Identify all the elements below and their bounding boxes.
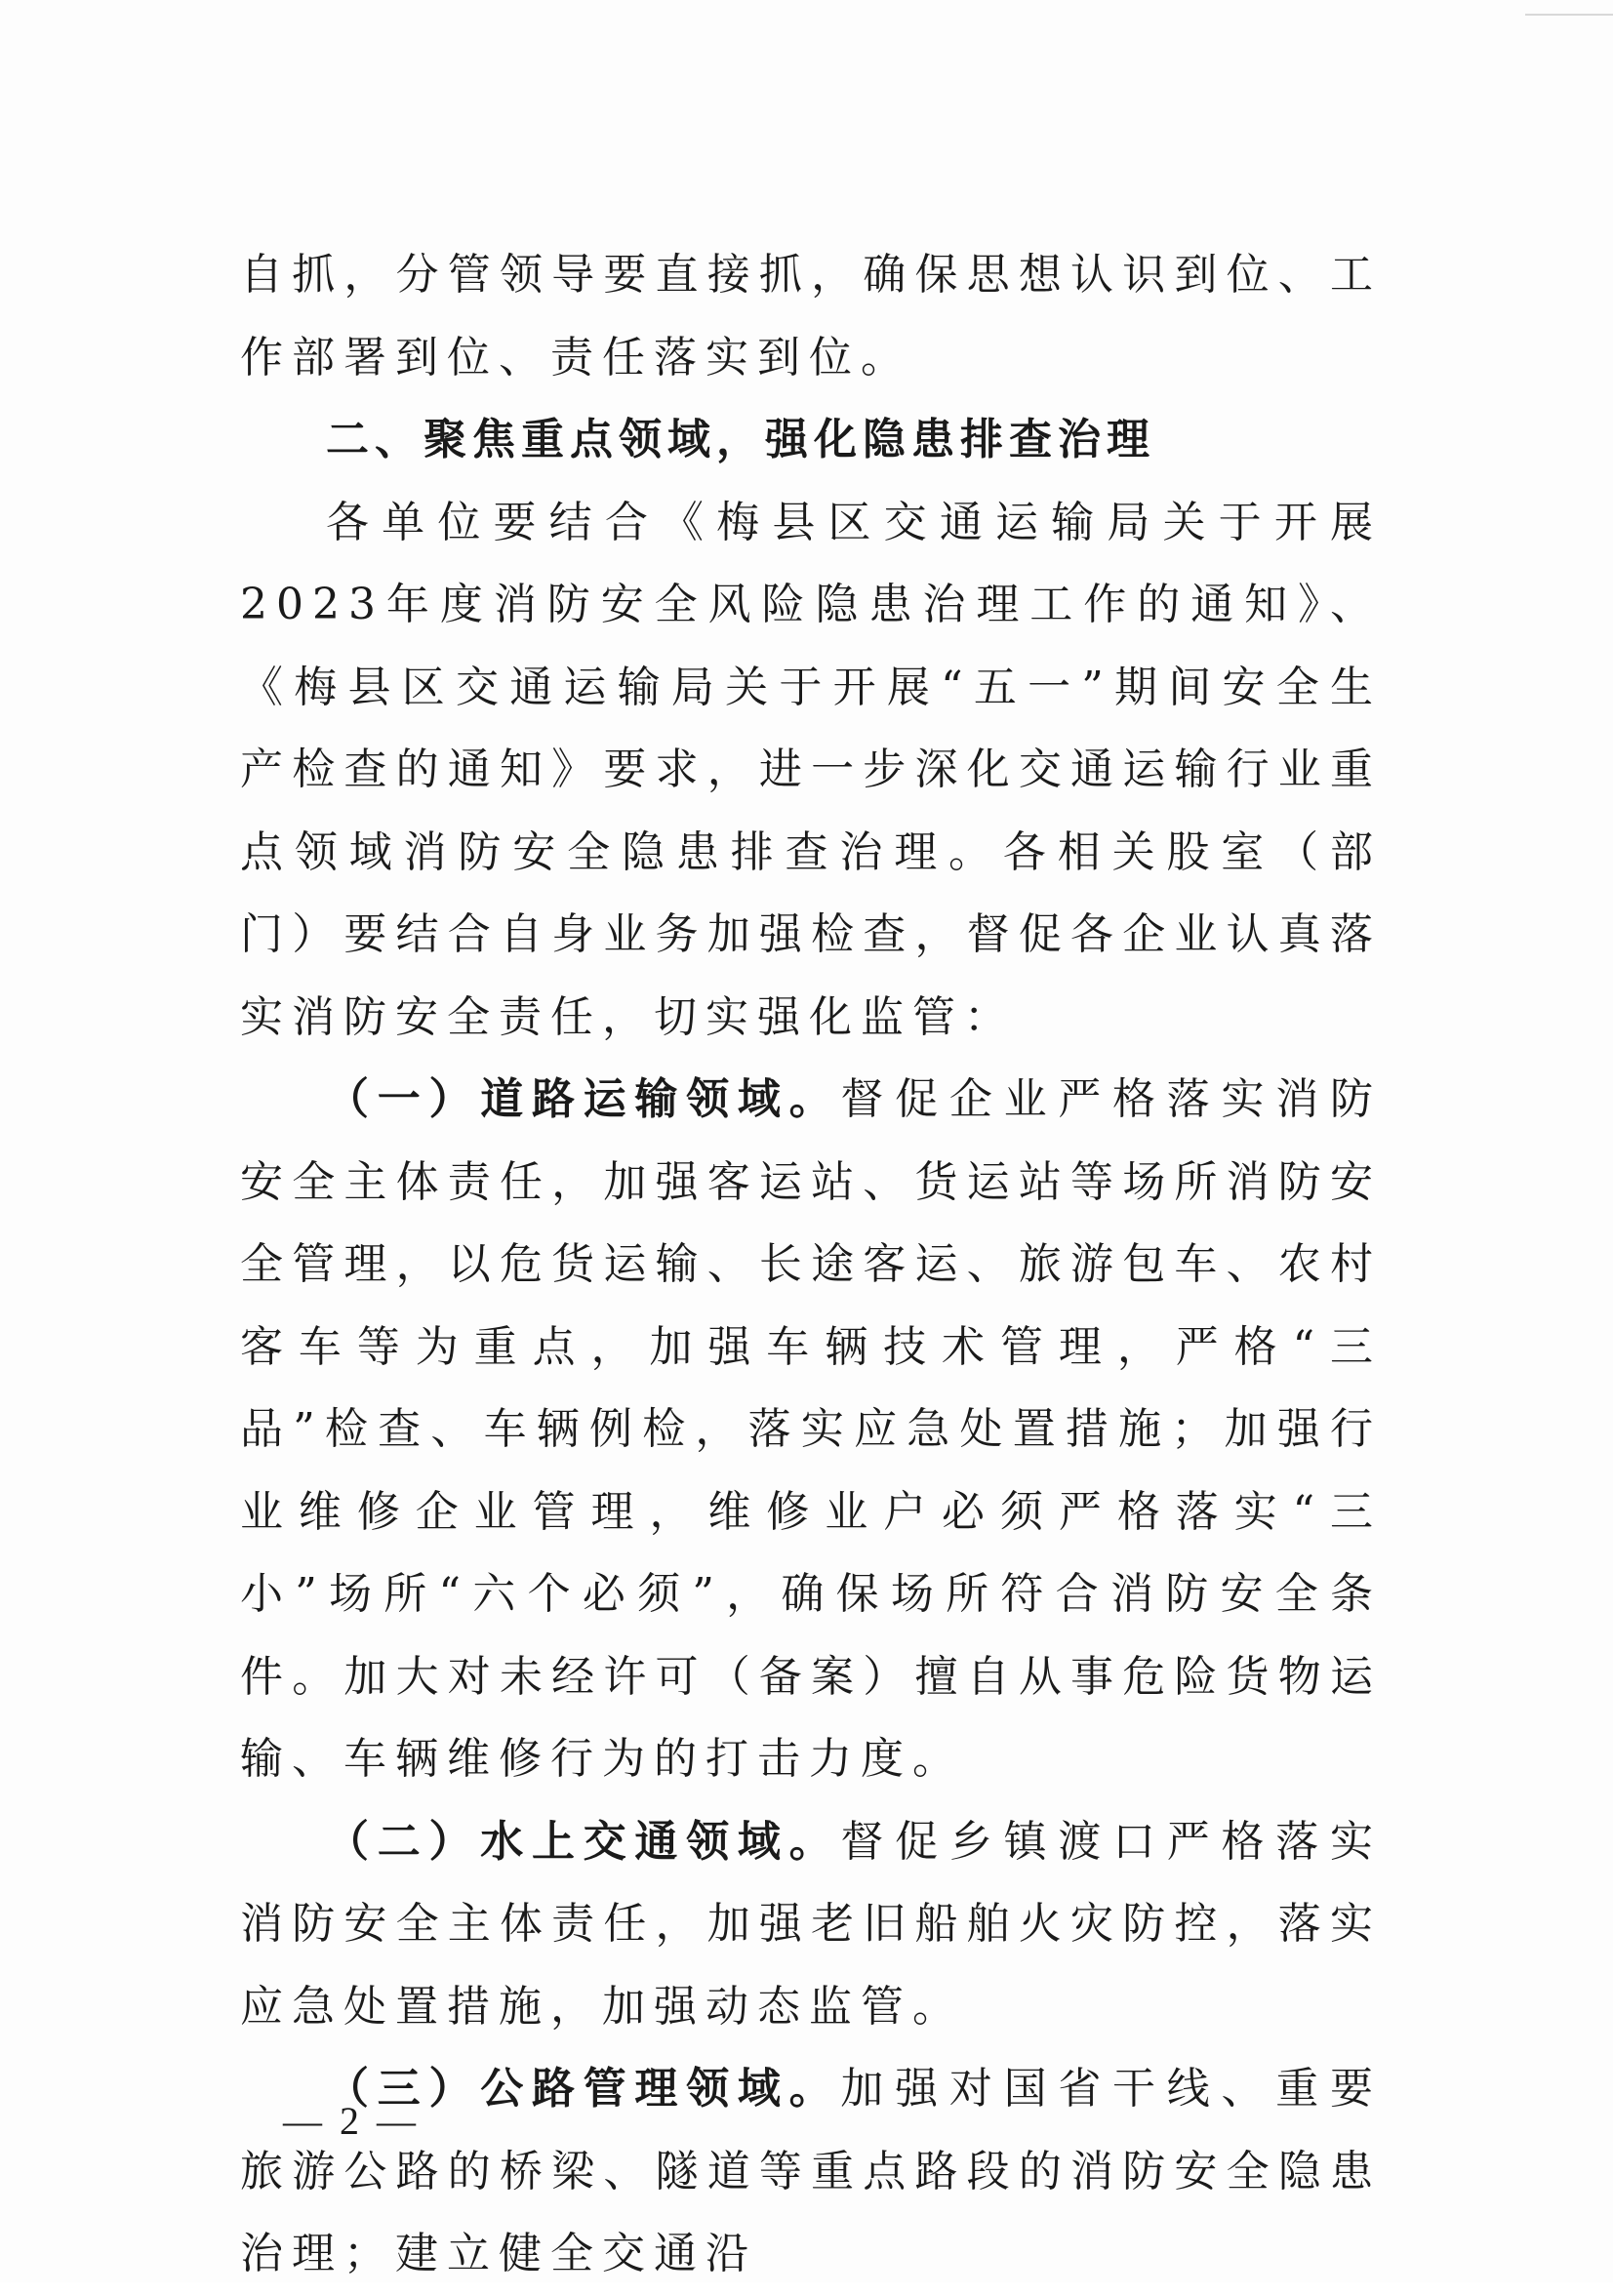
- scan-edge-mark: [1525, 0, 1613, 16]
- item-road-transport-text: 督促企业严格落实消防安全主体责任，加强客运站、货运站等场所消防安全管理，以危货运输、长途客运、旅游包车、农村客车等为重点，加强车辆技术管理，严格“三品”检查、车辆例检，落实应急处置措施；加强行业维修企业管理，维修业户必须严格落实“三小”场所“六个必须”，确保场所符合消防安全条件。加大对未经许可（备案）擅自从事危险货物运输、车辆维修行为的打击力度。: [240, 1074, 1383, 1784]
- item-road-transport: [240, 1059, 1382, 1801]
- item-highway-management: [240, 2048, 1382, 2296]
- item-water-transport-text: 督促乡镇渡口严格落实消防安全主体责任，加强老旧船舶火灾防控，落实应急处置措施，加强动态监管。: [240, 1816, 1383, 2032]
- paragraph-requirements: 各单位要结合《梅县区交通运输局关于开展2023年度消防安全风险隐患治理工作的通知》、《梅县区交通运输局关于开展“五一”期间安全生产检查的通知》要求，进一步深化交通运输行业重点领域消防安全隐患排查治理。各相关股室（部门）要结合自身业务加强检查，督促各企业认真落实消防安全责任，切实强化监管：: [240, 497, 1382, 1042]
- item-highway-management-title: （三）公路管理领域。: [326, 2064, 841, 2114]
- page-number: — 2 —: [283, 2099, 420, 2143]
- section-heading: 二、聚焦重点领域，强化隐患排查治理: [326, 415, 1155, 464]
- item-water-transport-title: （二）水上交通领域。: [326, 1816, 841, 1867]
- item-highway-management-text: 加强对国省干线、重要旅游公路的桥梁、隧道等重点路段的消防安全隐患治理；建立健全交通沿: [240, 2064, 1383, 2278]
- item-water-transport: [240, 1801, 1382, 2049]
- document-body: [240, 234, 1382, 2296]
- item-road-transport-title: （一）道路运输领域。: [326, 1074, 841, 1124]
- paragraph-continued: 自抓，分管领导要直接抓，确保思想认识到位、工作部署到位、责任落实到位。: [240, 250, 1382, 383]
